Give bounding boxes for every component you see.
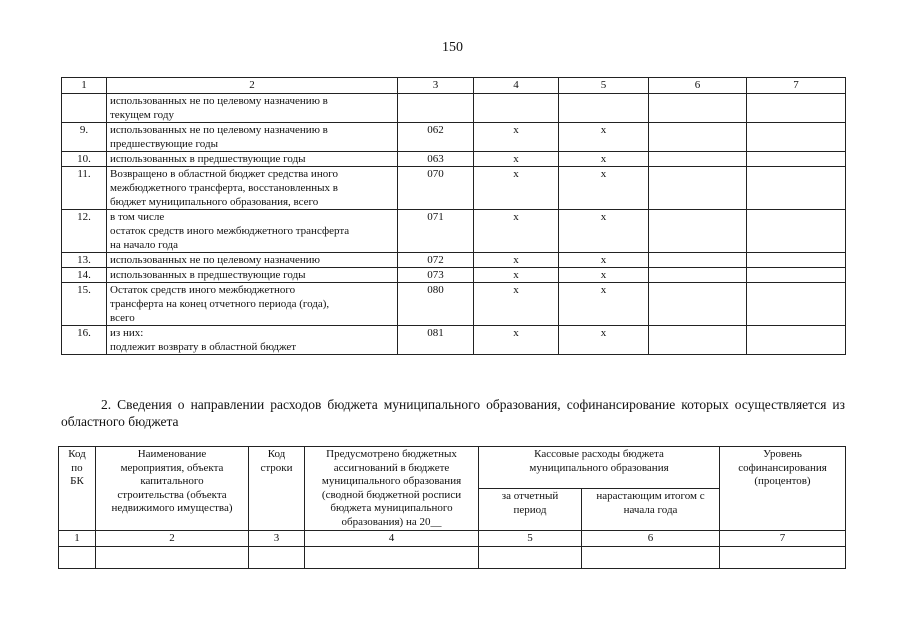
table-row — [59, 547, 846, 569]
row-description: использованных не по целевому назначению в предшествующие годы — [107, 123, 398, 152]
column-number-row — [62, 78, 846, 94]
value-cell[interactable] — [649, 253, 747, 268]
value-cell[interactable] — [649, 152, 747, 167]
column-number: 1 — [62, 78, 107, 94]
column-number: 2 — [96, 531, 249, 547]
row-number: 13. — [62, 253, 107, 268]
value-cell: х — [474, 253, 559, 268]
row-number — [62, 94, 107, 123]
value-cell[interactable] — [649, 326, 747, 355]
value-cell: х — [559, 326, 649, 355]
row-number: 9. — [62, 123, 107, 152]
row-description: Возвращено в областной бюджет средства иного межбюджетного трансферта, восстановленных в бюджет муниципального образования, всего — [107, 167, 398, 210]
table-cell[interactable] — [305, 547, 479, 569]
cofinancing-table — [58, 446, 846, 569]
table-cell[interactable] — [479, 547, 582, 569]
table-row — [62, 253, 846, 268]
page-number: 150 — [442, 40, 463, 55]
header-bk-code: Код по БК — [59, 447, 96, 531]
column-number: 1 — [59, 531, 96, 547]
table-row — [62, 167, 846, 210]
header-budget-allocations: Предусмотрено бюджетных ассигнований в бюджете муниципального образования (сводной бюджетной росписи бюджета муниципального образования) на 20__ — [305, 447, 479, 531]
row-description: использованных в предшествующие годы — [107, 152, 398, 167]
section-heading: 2. Сведения о направлении расходов бюджета муниципального образования, софинансирование которых осуществляется из областного бюджета — [61, 397, 845, 429]
value-cell[interactable] — [747, 326, 846, 355]
value-cell: х — [474, 283, 559, 326]
value-cell[interactable] — [747, 210, 846, 253]
value-cell[interactable] — [747, 123, 846, 152]
table-row — [62, 123, 846, 152]
row-number: 12. — [62, 210, 107, 253]
column-number-row — [59, 531, 846, 547]
table-row — [62, 268, 846, 283]
value-cell: х — [474, 268, 559, 283]
expenditure-table — [61, 77, 846, 355]
table-cell[interactable] — [720, 547, 846, 569]
value-cell[interactable] — [747, 268, 846, 283]
value-cell: х — [559, 123, 649, 152]
row-code: 071 — [398, 210, 474, 253]
value-cell: х — [559, 283, 649, 326]
row-number: 14. — [62, 268, 107, 283]
header-cofinancing-level: Уровень софинансирования (процентов) — [720, 447, 846, 531]
column-number: 7 — [747, 78, 846, 94]
table-cell[interactable] — [582, 547, 720, 569]
table-row — [62, 152, 846, 167]
value-cell: х — [474, 210, 559, 253]
table-row — [62, 326, 846, 355]
value-cell: х — [559, 152, 649, 167]
value-cell: х — [474, 123, 559, 152]
row-number: 11. — [62, 167, 107, 210]
value-cell: х — [559, 167, 649, 210]
value-cell: х — [474, 152, 559, 167]
column-number: 5 — [559, 78, 649, 94]
row-code: 063 — [398, 152, 474, 167]
row-description: в том числе остаток средств иного межбюджетного трансферта на начало года — [107, 210, 398, 253]
header-cumulative: нарастающим итогом с начала года — [582, 489, 720, 531]
value-cell[interactable] — [649, 283, 747, 326]
value-cell: х — [474, 326, 559, 355]
row-code: 073 — [398, 268, 474, 283]
row-description: из них: подлежит возврату в областной бюджет — [107, 326, 398, 355]
value-cell — [474, 94, 559, 123]
value-cell[interactable] — [649, 123, 747, 152]
row-code: 072 — [398, 253, 474, 268]
column-number: 3 — [398, 78, 474, 94]
column-number: 4 — [305, 531, 479, 547]
row-number: 16. — [62, 326, 107, 355]
row-code: 062 — [398, 123, 474, 152]
row-description: Остаток средств иного межбюджетного трансферта на конец отчетного периода (года), всего — [107, 283, 398, 326]
table-row — [62, 94, 846, 123]
header-reporting-period: за отчетный период — [479, 489, 582, 531]
value-cell[interactable] — [649, 94, 747, 123]
row-code: 080 — [398, 283, 474, 326]
header-activity-name: Наименование мероприятия, объекта капитального строительства (объекта недвижимого имущества) — [96, 447, 249, 531]
table-cell[interactable] — [96, 547, 249, 569]
value-cell[interactable] — [747, 253, 846, 268]
row-description: использованных в предшествующие годы — [107, 268, 398, 283]
header-line-code: Код строки — [249, 447, 305, 531]
value-cell[interactable] — [747, 152, 846, 167]
column-number: 5 — [479, 531, 582, 547]
table-cell[interactable] — [249, 547, 305, 569]
row-number: 15. — [62, 283, 107, 326]
value-cell[interactable] — [747, 167, 846, 210]
row-code: 070 — [398, 167, 474, 210]
value-cell — [559, 94, 649, 123]
row-number: 10. — [62, 152, 107, 167]
column-number: 4 — [474, 78, 559, 94]
column-number: 3 — [249, 531, 305, 547]
value-cell[interactable] — [649, 210, 747, 253]
header-cash-expenses: Кассовые расходы бюджета муниципального образования — [479, 447, 720, 489]
column-number: 6 — [582, 531, 720, 547]
row-description: использованных не по целевому назначению — [107, 253, 398, 268]
value-cell[interactable] — [747, 283, 846, 326]
table-row — [62, 210, 846, 253]
value-cell: х — [559, 268, 649, 283]
value-cell: х — [474, 167, 559, 210]
row-description: использованных не по целевому назначению в текущем году — [107, 94, 398, 123]
column-number: 7 — [720, 531, 846, 547]
value-cell: х — [559, 210, 649, 253]
row-code — [398, 94, 474, 123]
row-code: 081 — [398, 326, 474, 355]
value-cell: х — [559, 253, 649, 268]
value-cell[interactable] — [649, 167, 747, 210]
table-cell[interactable] — [59, 547, 96, 569]
value-cell[interactable] — [649, 268, 747, 283]
column-number: 6 — [649, 78, 747, 94]
column-number: 2 — [107, 78, 398, 94]
table-row — [62, 283, 846, 326]
value-cell[interactable] — [747, 94, 846, 123]
